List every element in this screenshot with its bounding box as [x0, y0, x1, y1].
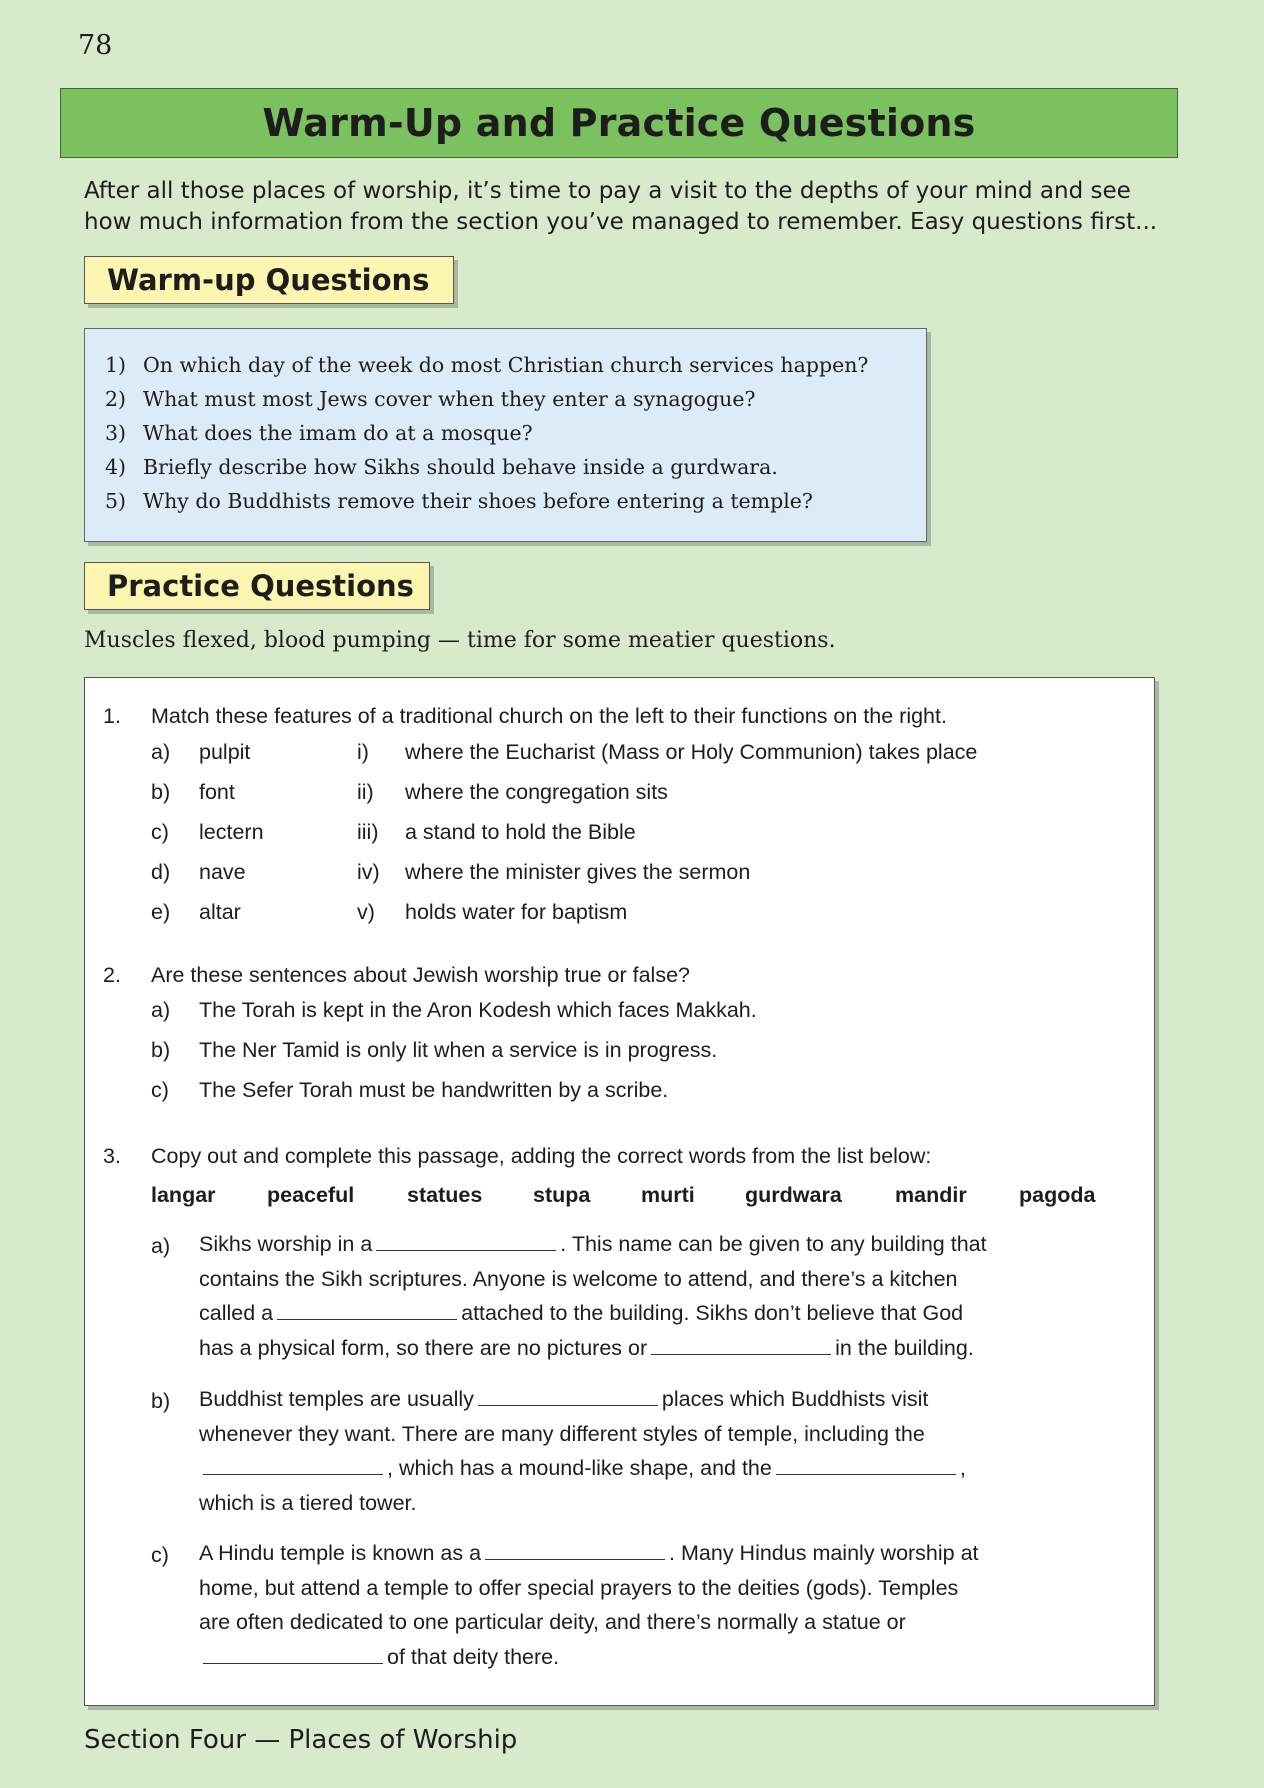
word-bank-item: statues: [407, 1183, 483, 1207]
question-text: Briefly describe how Sikhs should behave inside a gurdwara.: [143, 455, 778, 479]
page-number: 78: [78, 30, 113, 61]
answer-blank[interactable]: [277, 1301, 457, 1320]
q3a-label: a): [151, 1234, 171, 1258]
practice-questions-box: [84, 677, 1155, 1706]
q3c-label: c): [151, 1543, 169, 1567]
q2-text: Are these sentences about Jewish worship true or false?: [151, 963, 690, 987]
q1-right-label: ii): [357, 780, 374, 804]
warmup-question: [105, 455, 926, 489]
q1-left-label: d): [151, 860, 171, 884]
question-text: What must most Jews cover when they enter a synagogue?: [143, 387, 756, 411]
word-bank-item: stupa: [533, 1183, 591, 1207]
question-number: 5): [105, 489, 127, 513]
q2-item-text: The Torah is kept in the Aron Kodesh which faces Makkah.: [199, 998, 757, 1022]
word-bank-item: gurdwara: [745, 1183, 842, 1207]
q2-number: 2.: [103, 963, 121, 987]
q1-right-item: where the congregation sits: [405, 780, 668, 804]
q1-left-item: lectern: [199, 820, 264, 844]
q1-right-item: a stand to hold the Bible: [405, 820, 636, 844]
q3c-passage: A Hindu temple is known as a . Many Hindus mainly worship at home, but attend a temple to offer special prayers to the deities (gods). Temples are often dedicated to one particular deity, and there’s normally a statue or of that deity there.: [199, 1541, 979, 1669]
word-bank-item: peaceful: [267, 1183, 355, 1207]
q1-right-label: iii): [357, 820, 379, 844]
q1-right-item: where the minister gives the sermon: [405, 860, 751, 884]
warmup-questions-box: [84, 328, 927, 542]
q3-number: 3.: [103, 1144, 121, 1168]
warmup-question: [105, 489, 926, 523]
word-bank-item: pagoda: [1019, 1183, 1096, 1207]
q2-item-label: b): [151, 1038, 171, 1062]
q1-right-label: v): [357, 900, 375, 924]
word-bank-item: langar: [151, 1183, 216, 1207]
answer-blank[interactable]: [776, 1456, 956, 1475]
question-number: 1): [105, 353, 127, 377]
question-number: 4): [105, 455, 127, 479]
q1-right-label: i): [357, 740, 369, 764]
q1-left-item: nave: [199, 860, 246, 884]
q3b-label: b): [151, 1389, 171, 1413]
q2-item-label: a): [151, 998, 171, 1022]
q1-left-label: e): [151, 900, 171, 924]
practice-heading: Practice Questions: [84, 562, 430, 610]
q1-right-item: holds water for baptism: [405, 900, 628, 924]
question-text: On which day of the week do most Christian church services happen?: [143, 353, 869, 377]
warmup-question: [105, 387, 926, 421]
answer-blank[interactable]: [203, 1645, 383, 1664]
question-text: Why do Buddhists remove their shoes before entering a temple?: [143, 489, 813, 513]
warmup-heading: Warm-up Questions: [84, 256, 454, 304]
page-title: Warm-Up and Practice Questions: [262, 101, 976, 145]
q1-right-label: iv): [357, 860, 380, 884]
q2-item-label: c): [151, 1078, 169, 1102]
section-footer: Section Four — Places of Worship: [84, 1725, 518, 1755]
q1-left-label: b): [151, 780, 171, 804]
answer-blank[interactable]: [485, 1541, 665, 1560]
q1-left-label: c): [151, 820, 169, 844]
q1-right-item: where the Eucharist (Mass or Holy Communion) takes place: [405, 740, 978, 764]
answer-blank[interactable]: [478, 1387, 658, 1406]
question-text: What does the imam do at a mosque?: [143, 421, 533, 445]
q3-text: Copy out and complete this passage, adding the correct words from the list below:: [151, 1144, 932, 1168]
practice-intro: Muscles flexed, blood pumping — time for some meatier questions.: [84, 628, 836, 653]
q1-text: Match these features of a traditional church on the left to their functions on the right.: [151, 704, 947, 728]
question-number: 3): [105, 421, 127, 445]
word-bank-item: mandir: [895, 1183, 967, 1207]
warmup-question: [105, 421, 926, 455]
answer-blank[interactable]: [376, 1232, 556, 1251]
warmup-question: [105, 353, 926, 387]
q3b-passage: Buddhist temples are usually places which Buddhists visit whenever they want. There are many different styles of temple, including the , which has a mound-like shape, and the , which is a tiered tower.: [199, 1387, 966, 1515]
q1-left-item: altar: [199, 900, 241, 924]
q3a-passage: Sikhs worship in a . This name can be given to any building that contains the Sikh scriptures. Anyone is welcome to attend, and there’s a kitchen called a attached to the building. Sikhs don’t believe that God has a physical form, so there are no pictures or in the building.: [199, 1232, 987, 1360]
q1-number: 1.: [103, 704, 121, 728]
warmup-question-list: [105, 353, 926, 523]
q1-left-item: font: [199, 780, 235, 804]
q2-item-text: The Sefer Torah must be handwritten by a scribe.: [199, 1078, 669, 1102]
question-number: 2): [105, 387, 127, 411]
answer-blank[interactable]: [651, 1336, 831, 1355]
q1-left-label: a): [151, 740, 171, 764]
q2-item-text: The Ner Tamid is only lit when a service is in progress.: [199, 1038, 718, 1062]
q1-left-item: pulpit: [199, 740, 251, 764]
word-bank-item: murti: [641, 1183, 695, 1207]
title-banner: [60, 88, 1178, 158]
intro-text: After all those places of worship, it’s time to pay a visit to the depths of your mind and see how much information from the section you’ve managed to remember. Easy questions first...: [84, 178, 1158, 235]
answer-blank[interactable]: [203, 1456, 383, 1475]
